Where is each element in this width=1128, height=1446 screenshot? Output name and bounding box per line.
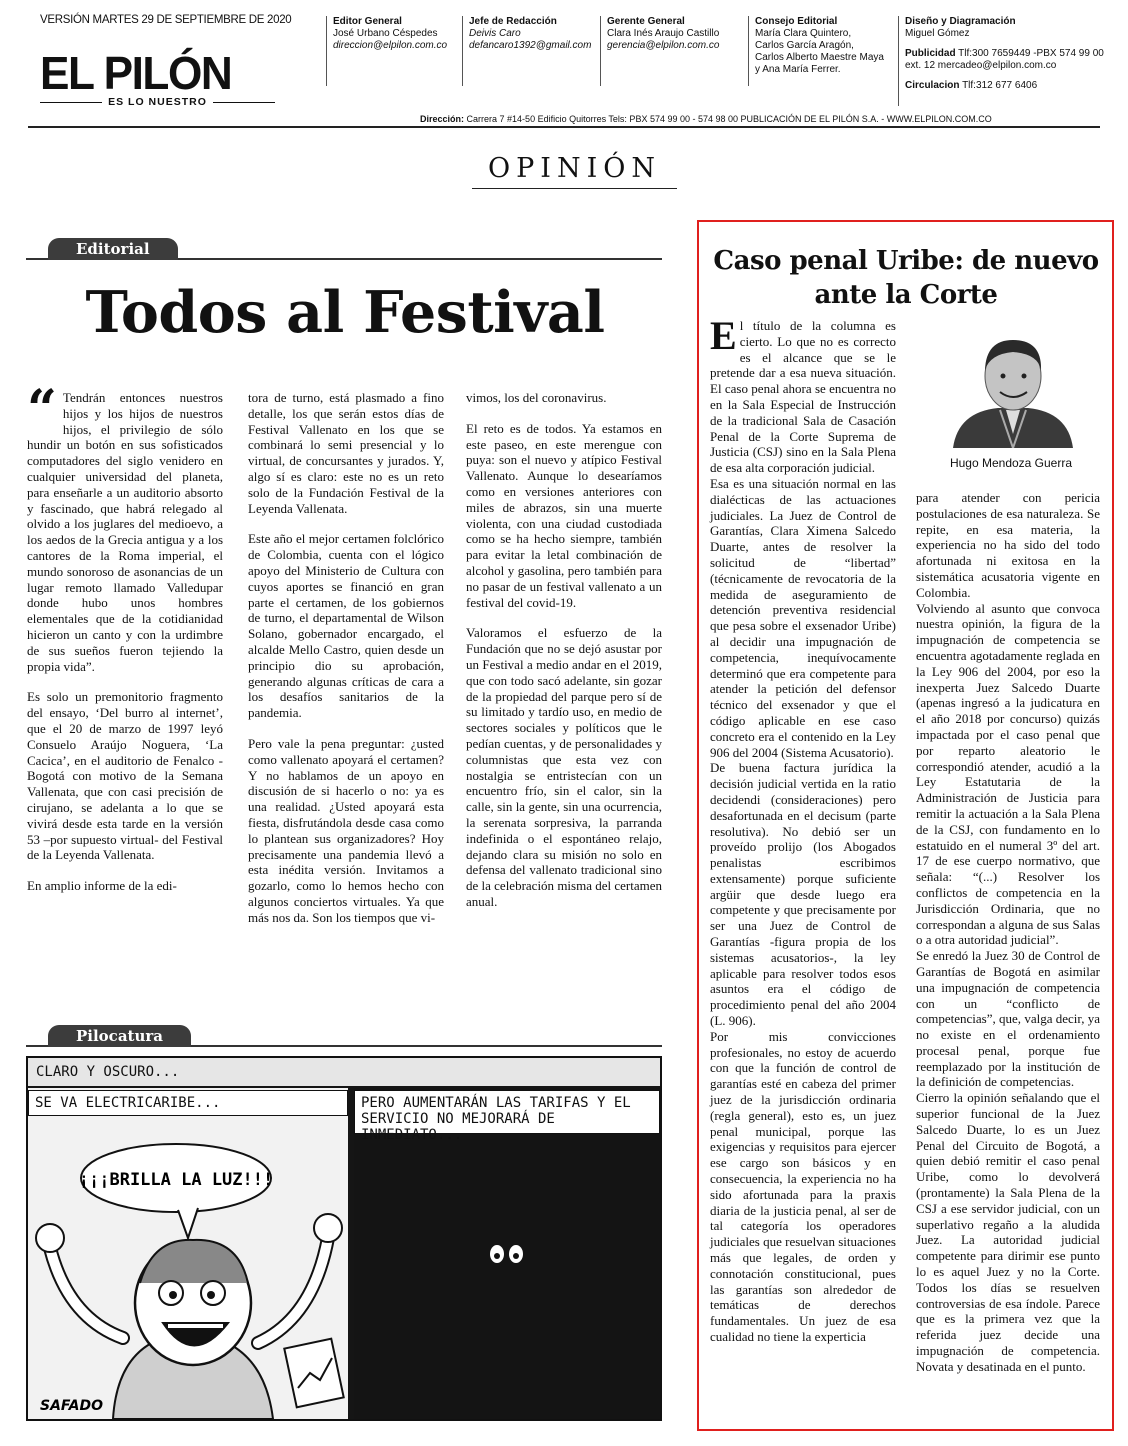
- column-paragraph: Volviendo al asunto que convoca nuestra opinión, la figura de la impugnación de competencia se encuentra agotadamente reglada en la Ley 906 del 2004, por eso la inexperta Juez Salcedo Duarte (apenas ingresó a la judicatura en el año 2018 por concurso) quizás impactada por el caso penal que por reparto aleatorio le correspondió atender, acudió a la Ley Estatutaria de la Administración de Justicia para remitir la actuación a la Sala Plena de la CSJ, con fundamento en lo estatuido en el numeral 3º del art. 17 de ese cuerpo normativo, que señala: “(...) Resolver los conflictos de competencia en la Jurisdicción Ordinaria, que no correspondan a alguna de sus Salas o a otra autoridad judicial”.: [916, 600, 1100, 948]
- staff-diseno: [898, 16, 1108, 106]
- editorial-column-3: [466, 390, 662, 925]
- column-paragraph: De buena factura jurídica la decisión judicial vertida en la ratio decidendi (consideraciones) pero desafortunada en el decisum (parte resolutiva). No debió ser un proveído prolijo (los Abogados penalistas escribimos extensamente) porque suficiente argüir que desde luego era competente y que precisamente por ser una Juez de Control de Garantías -figura propia de los sistemas acusatorios-, la ley aplicable para resolver todos esos asuntos era el código de procedimiento penal del año 2004 (L. 906).: [710, 760, 896, 1029]
- staff-role: Jefe de Redacción: [469, 16, 557, 27]
- quote-mark-icon: “: [27, 379, 57, 440]
- staff-role: Editor General: [333, 16, 402, 27]
- circulacion-phone: Tlf:312 677 6406: [962, 80, 1038, 91]
- editorial-paragraph: En amplio informe de la edi-: [27, 878, 177, 894]
- editorial-paragraph: El reto es de todos. Ya estamos en este paseo, en este merengue con puya: son el nuevo y atípico Festival Vallenato. Aunque lo desearíamos como en versiones anteriores con miles de abrazos, sin una muerte violenta, con una ciudad custodiada como se ha hecho siempre, también para evitar la letal combinación de alcohol y gasolina, pero también para no pasar de un festival vallenato a un festival del covid-19.: [466, 420, 662, 610]
- column-headline: Caso penal Uribe: de nuevo ante la Corte: [713, 246, 1099, 310]
- staff-role: Consejo Editorial: [755, 16, 838, 27]
- cartoon-panel-right: [354, 1088, 660, 1419]
- cartoon-title: CLARO Y OSCURO...: [28, 1058, 660, 1086]
- staff-role: Diseño y Diagramación: [905, 16, 1016, 27]
- column-paragraph: [710, 313, 896, 476]
- staff-email: direccion@elpilon.com.co: [333, 40, 448, 51]
- column-paragraph: Por mis convicciones profesionales, no estoy de acuerdo con que la función de control de garantías esté en cabeza del primer juez de la jurisdicción ordinaria (regla general), esto es, un juez penal municipal, porque las exigencias y requisitos para ejercer ese cargo son básicos y en consecuencia, la experiencia no ha sido afortunada para la praxis diaria de la justicia penal, al ser de tal categoría los operadores judiciales que resuelvan situaciones más que legales, de orden y connotación constitucional, pues las garantías son alrededor de temáticas de derechos fundamentales. Un juez de esa cualidad no tiene la experticia: [710, 1028, 896, 1344]
- publicidad-phone: Tlf:300 7659449 -PBX 574 99 00: [958, 48, 1104, 59]
- circulacion-line: [905, 80, 1108, 92]
- author-photo: [948, 330, 1078, 448]
- author-name: Hugo Mendoza Guerra: [949, 456, 1073, 470]
- editorial-tabbar: [26, 238, 662, 260]
- editorial-paragraph: Valoramos el esfuerzo de la Fundación que no se dejó asustar por un Festival a medio andar en el 2019, que con todo sacó adelante, sin gozar de la propiedad del parque pero sí de su limitado y tardío uso, en medio de sectores sociales y políticos que le pedían cuentas, y de personalidades y columnistas que esta vez con nostalgia se entristecían con un encuentro frío, sin el calor, sin la calle, sin la gente, sin una ocurrencia, la serenata sorpresiva, la parranda indefinida o el espontáneo relajo, dejando clara su misión no solo en defensa del vallenato tradicional sino de la celebración misma del certamen anual.: [466, 625, 662, 909]
- address-text: Carrera 7 #14-50 Edificio Quitorres Tels: PBX 574 99 00 - 574 98 00 PUBLICACIÓN DE EL PILÓN S.A. - WWW.ELPILON.COM.CO: [466, 114, 992, 124]
- newspaper-logo: EL PILÓN: [40, 47, 232, 99]
- pilocatura-tabbar: [26, 1025, 662, 1047]
- editorial-paragraph: Este año el mejor certamen folclórico de Colombia, cuenta con el lógico apoyo del Ministerio de Cultura con cuyos aportes se financió en gran parte el certamen, de los gobiernos de turno, el departamental de Wilson Solano, gobernador encargado, el alcalde Mello Castro, quien desde un principio dio su aprobación, generando algunas críticas de cara a los desafíos sanitarios de la pandemia.: [248, 531, 444, 721]
- editorial-paragraph: Pero vale la pena preguntar: ¿usted como vallenato apoyará el certamen? Y no hablamos de un apoyo en discusión de si hacerlo o no: ya es una realidad. ¿Usted apoyará esta fiesta, disfrutándola desde casa como lo plantean sus organizadores? Hoy precisamente una pandemia llevó a esta inédita versión. Invitamos a gozarlo, como lo hemos hecho con algunos conciertos virtuales. Ya que más nos da. Son los tiempos que vi-: [248, 735, 444, 925]
- staff-gerente-general: [600, 16, 746, 86]
- column-text-2: [916, 490, 1100, 1375]
- panel-caption: SE VA ELECTRICARIBE...: [28, 1090, 348, 1116]
- publicidad-line: [905, 48, 1108, 60]
- staff-editor-general: [326, 16, 460, 86]
- staff-name: y Ana María Ferrer.: [755, 64, 841, 75]
- cartoonist-signature: SAFADO: [40, 1398, 104, 1414]
- editorial-tab: Editorial: [48, 238, 178, 260]
- drop-cap: E: [710, 313, 737, 358]
- section-title: OPINIÓN: [472, 153, 677, 189]
- publicidad-label: Publicidad: [905, 48, 956, 59]
- staff-name: Carlos García Aragón,: [755, 40, 854, 51]
- cheering-man-illustration: [28, 1088, 348, 1419]
- address-label: Dirección:: [420, 114, 465, 124]
- staff-name: José Urbano Céspedes: [333, 28, 438, 39]
- staff-jefe-redaccion: [462, 16, 598, 86]
- staff-consejo-editorial: [748, 16, 898, 86]
- circulacion-label: Circulacion: [905, 80, 960, 91]
- column-paragraph: para atender con pericia postulaciones de esa naturaleza. Se repite, en esa materia, la experiencia no ha sido del todo afortunada ni exitosa en la sistemática acusatoria vigente en Colombia.: [916, 490, 1100, 600]
- logo-tagline: ES LO NUESTRO: [40, 96, 275, 108]
- eyes-in-dark-illustration: [354, 1088, 660, 1419]
- address-line: [420, 114, 1020, 124]
- staff-name: Carlos Alberto Maestre Maya: [755, 52, 884, 63]
- editorial-column-2: [248, 390, 444, 941]
- staff-name: María Clara Quintero,: [755, 28, 852, 39]
- editorial-paragraph: tora de turno, está plasmado a fino detalle, los que serán estos días de Festival Vallenato en los que se combinará lo semi presencial y lo virtual, de concursantes y jurados. Y, algo sí es claro: este no es un reto solo de la Fundación Festival de la Leyenda Vallenata.: [248, 390, 444, 516]
- editorial-paragraph: vimos, los del coronavirus.: [466, 390, 607, 405]
- editorial-column-1: [27, 379, 223, 909]
- editorial-headline: Todos al Festival: [85, 279, 605, 346]
- staff-email: gerencia@elpilon.com.co: [607, 40, 720, 51]
- editorial-paragraph: [27, 379, 223, 674]
- publicidad-ext: ext. 12 mercadeo@elpilon.com.co: [905, 60, 1057, 71]
- column-paragraph: Se enredó la Juez 30 de Control de Garantías de Bogotá en asimilar una impugnación de competencia con un “conflicto de competencias”, que, valga decir, ya no existe en el ordenamiento procesal penal, porque fue reemplazado por la institución de la definición de competencias.: [916, 948, 1100, 1090]
- staff-name: Miguel Gómez: [905, 28, 970, 39]
- column-text-1: [710, 313, 896, 1345]
- paragraph-text: Tendrán entonces nuestros hijos y los hijos de nuestros hijos, el privilegio de sólo hundir un botón en sus sofisticados computadores del siglo venidero en cualquier universidad del planeta, para enseñarle a un auditorio absorto y fascinado, que habrá relegado al olvido a los juglares del medioevo, a los aedos de la Grecia antigua y a los cantores de la Roma imperial, el mundo sonoroso de asonancias de un lugar remoto llamado Valledupar donde hubo unos hombres elementales que de la cotidianidad hicieron un canto y con la urdimbre de sus sueños fueron tejiendo la propia vida”.: [27, 390, 223, 674]
- paragraph-text: l título de la columna es cierto. Lo que no es correcto es el alcance que se le pretende dar a esa nueva situación. El caso penal ahora se encuentra no en la Sala Especial de Instrucción de la tradicional Sala de Casación Penal de la Corte Suprema de Justicia (CSJ) sino en la Sala Plena de esa alta corporación judicial.: [710, 318, 896, 476]
- staff-name: Deivis Caro: [469, 28, 521, 39]
- pilocatura-tab: Pilocatura: [48, 1025, 191, 1047]
- cartoon-strip: [26, 1056, 662, 1421]
- panel-caption: PERO AUMENTARÁN LAS TARIFAS Y EL SERVICIO NO MEJORARÁ DE INMEDIATO...: [354, 1090, 660, 1134]
- staff-name: Clara Inés Araujo Castillo: [607, 28, 720, 39]
- column-paragraph: Cierro la opinión señalando que el superior funcional de la Juez Salcedo Duarte, lo es un Juez Penal del Circuito de Bogotá, a quien debió remitir el caso penal Uribe, como lo devolverá (prontamente) la Sala Plena de la CSJ a ese servidor judicial, con un superlativo regaño a la aludida Juez. La autoridad judicial competente para dirimir ese punto lo es aquel Juez y no la Corte. Todos los días se resuelven controversias de esa índole. Parece que es la primera vez que la referida juez decide una impugnación de competencia. Novata y desatinada en el punto.: [916, 1090, 1100, 1374]
- staff-role: Gerente General: [607, 16, 685, 27]
- column-paragraph: Esa es una situación normal en las dialécticas de las actuaciones judiciales. La Juez de Control de Garantías, Clara Ximena Salcedo Duarte, antes de resolver la solicitud de “libertad” (técnicamente de revocatoria de la medida de aseguramiento de detención preventiva residencial que pesa sobre el exsenador Uribe) al decidir una impugnación de competencia, inequívocamente determinó que era competente para atender la petición del defensor técnico del exsenador y que el código aplicable en ese caso concreto era el contenido en la Ley 906 del 2004 (Sistema Acusatorio).: [710, 475, 896, 760]
- bubble-text: ¡¡¡BRILLA LA LUZ!!!: [78, 1170, 274, 1190]
- cartoon-panel-left: [28, 1088, 348, 1419]
- staff-email: defancaro1392@gmail.com: [469, 40, 592, 51]
- masthead-rule: [28, 126, 1100, 128]
- edition-date: VERSIÓN MARTES 29 DE SEPTIEMBRE DE 2020: [40, 14, 292, 26]
- editorial-paragraph: Es solo un premonitorio fragmento del ensayo, ‘Del burro al internet’, que el 20 de marzo de 1997 leyó Consuelo Araújo Noguera, ‘La Cacica’, en el auditorio de Fenalco - Bogotá con motivo de la Semana Vallenata, que con casi precisión de cirujano, se adelanta a lo que se vivirá desde esta tarde en la versión 53 –por supuesto virtual- del Festival de la Leyenda Vallenata.: [27, 689, 223, 863]
